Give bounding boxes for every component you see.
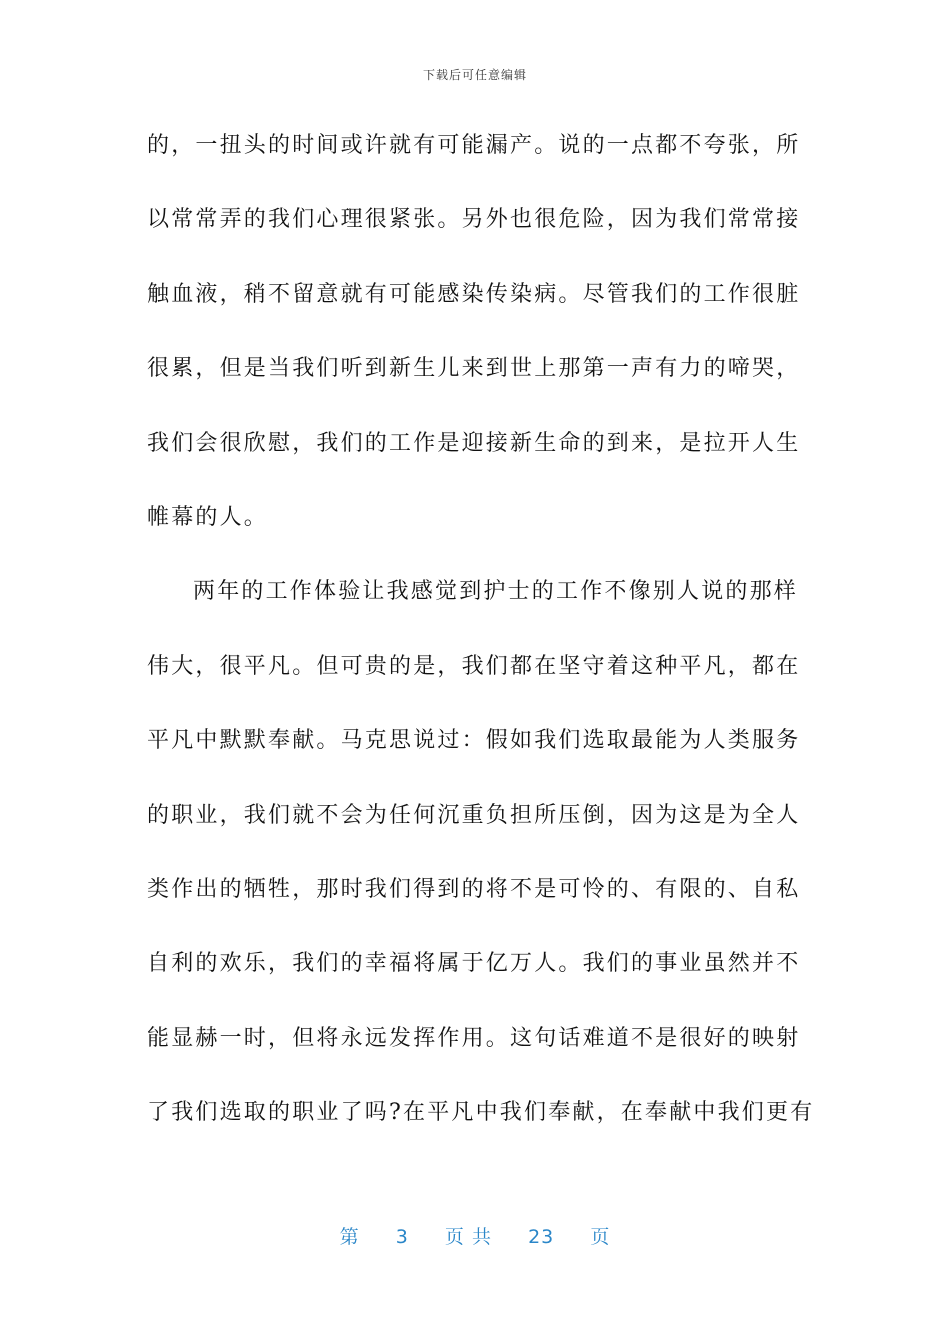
paragraph-1-line: 很累，但是当我们听到新生儿来到世上那第一声有力的啼哭，	[147, 356, 801, 382]
footer-prefix: 第	[339, 1226, 360, 1248]
paragraph-1-line: 以常常弄的我们心理很紧张。另外也很危险，因为我们常常接	[147, 207, 801, 233]
paragraph-2-line: 平凡中默默奉献。马克思说过：假如我们选取最能为人类服务	[147, 728, 801, 754]
paragraph-1-line: 的，一扭头的时间或许就有可能漏产。说的一点都不夸张，所	[147, 133, 801, 158]
footer-total-pages: 23	[528, 1226, 555, 1248]
paragraph-1-line: 触血液，稍不留意就有可能感染传染病。尽管我们的工作很脏	[147, 281, 801, 307]
paragraph-2-line: 了我们选取的职业了吗?在平凡中我们奉献，在奉献中我们更有	[147, 1100, 815, 1126]
footer-current-page: 3	[395, 1226, 409, 1248]
footer-middle: 页 共	[444, 1226, 492, 1248]
paragraph-2-line: 能显赫一时，但将永远发挥作用。这句话难道不是很好的映射	[147, 1025, 801, 1051]
paragraph-1-line: 帷幕的人。	[147, 504, 269, 530]
paragraph-2-line: 自利的欢乐，我们的幸福将属于亿万人。我们的事业虽然并不	[147, 951, 801, 977]
paragraph-2-line: 两年的工作体验让我感觉到护士的工作不像别人说的那样	[193, 579, 799, 605]
paragraph-1-line: 我们会很欣慰，我们的工作是迎接新生命的到来，是拉开人生	[147, 430, 801, 456]
page-header: 下载后可任意编辑	[422, 68, 527, 82]
page-footer	[0, 1222, 950, 1249]
paragraph-2-line: 伟大，很平凡。但可贵的是，我们都在坚守着这种平凡，都在	[147, 653, 801, 679]
document-body	[147, 118, 815, 1159]
paragraph-2-line: 类作出的牺牲，那时我们得到的将不是可怜的、有限的、自私	[147, 876, 801, 902]
paragraph-2-line: 的职业，我们就不会为任何沉重负担所压倒，因为这是为全人	[147, 802, 801, 828]
footer-suffix: 页	[590, 1226, 611, 1248]
